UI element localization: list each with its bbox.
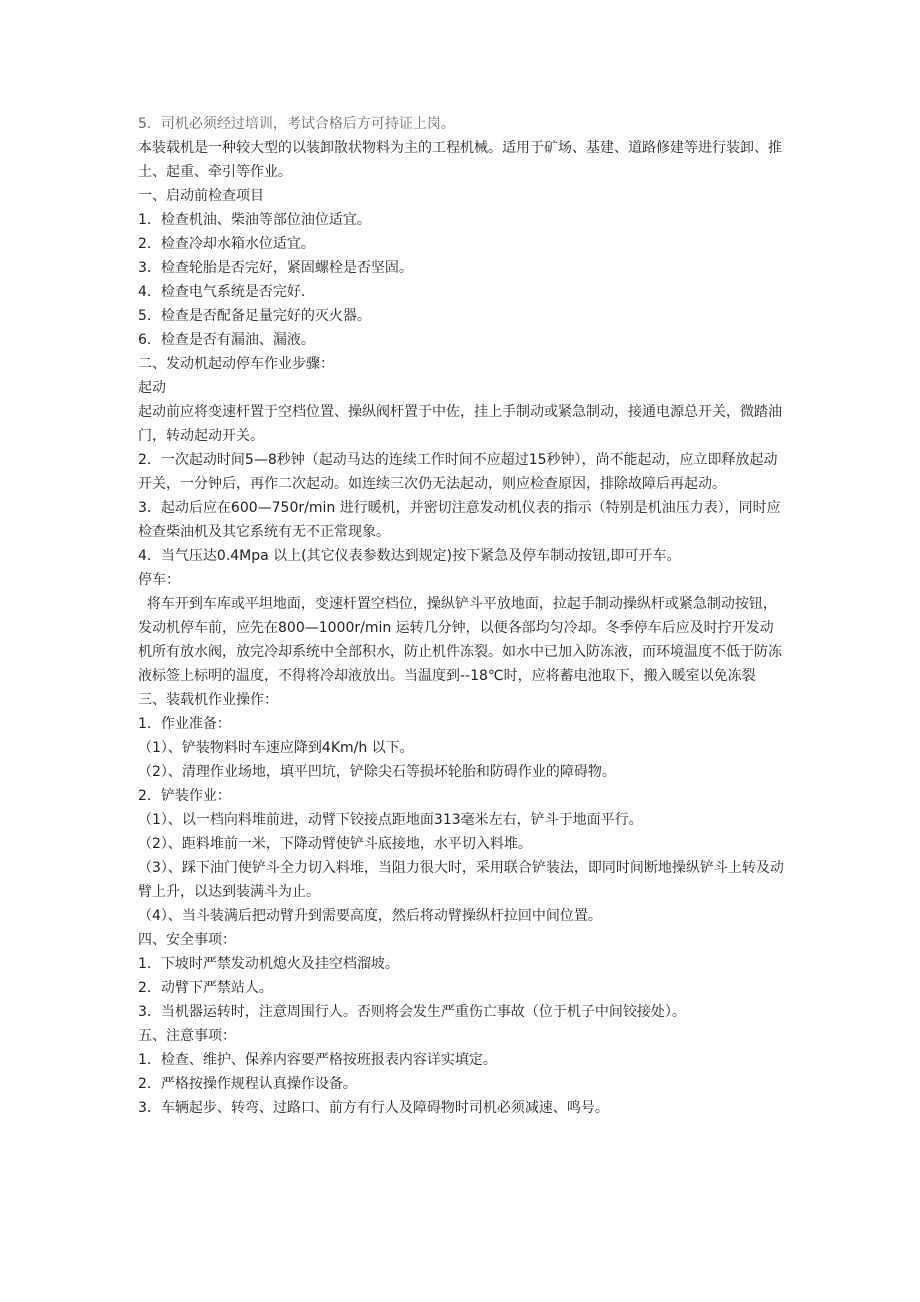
list-item: 2．检查冷却水箱水位适宜。 [138, 236, 315, 252]
list-item: （1）、铲装物料时车速应降到4Km/h 以下。 [138, 740, 414, 756]
list-item: 2．严格按操作规程认真操作设备。 [138, 1076, 357, 1092]
section-heading-2: 二、发动机起动停车作业步骤： [138, 356, 334, 372]
list-item: 6．检查是否有漏油、漏液。 [138, 332, 315, 348]
list-item: 2．动臂下严禁站人。 [138, 980, 273, 996]
start-paragraph: 起动前应将变速杆置于空档位置、操纵阀杆置于中佐，挂上手制动或紧急制动，接通电源总开关，微踏油门，转动起动开关。 [138, 404, 782, 444]
list-item: （4）、当斗装满后把动臂升到需要高度，然后将动臂操纵杆拉回中间位置。 [138, 908, 602, 924]
list-item: （2）、距料堆前一米，下降动臂使铲斗底接地，水平切入料堆。 [138, 836, 532, 852]
list-item: 1．检查、维护、保养内容要严格按班报表内容详实填定。 [138, 1052, 497, 1068]
list-item: 1．检查机油、柴油等部位油位适宜。 [138, 212, 371, 228]
training-requirement-line: 5．司机必须经过培训，考试合格后方可持证上岗。 [138, 116, 455, 132]
list-item: 1．作业准备： [138, 716, 231, 732]
stop-paragraph: 将车开到车库或平坦地面，变速杆置空档位，操纵铲斗平放地面，拉起手制动操纵杆或紧急制动按钮，发动机停车前，应先在800—1000r/min 运转几分钟，以便各部均匀冷却。冬季停车后应及时拧开发动机所有放水阀，放完冷却系统中全部积水，防止机件冻裂。如水中已加入防冻液，而环境温度不低于防冻液标签上标明的温度，不得将冷却液放出。当温度到--18℃时，应将蓄电池取下，搬入暖室以免冻裂 [138, 596, 782, 684]
list-item: 1．下坡时严禁发动机熄火及挂空档溜坡。 [138, 956, 399, 972]
list-item: 5．检查是否配备足量完好的灭火器。 [138, 308, 371, 324]
list-item: 3．起动后应在600—750r/min 进行暖机，并密切注意发动机仪表的指示（特别是机油压力表），同时应检查柴油机及其它系统有无不正常现象。 [138, 500, 781, 540]
list-item: 3．车辆起步、转弯、过路口、前方有行人及障碍物时司机必须减速、鸣号。 [138, 1100, 609, 1116]
list-item: （2）、清理作业场地，填平凹坑，铲除尖石等损坏轮胎和防碍作业的障碍物。 [138, 764, 616, 780]
list-item: 3．当机器运转时，注意周围行人。否则将会发生严重伤亡事故（位于机子中间铰接处）。 [138, 1004, 686, 1020]
subheading-start: 起动 [138, 380, 166, 396]
list-item: 4．当气压达0.4Mpa 以上(其它仪表参数达到规定)按下紧急及停车制动按钮,即可开车。 [138, 548, 681, 564]
list-item: 3．检查轮胎是否完好，紧固螺栓是否坚固。 [138, 260, 413, 276]
list-item: （1）、以一档向料堆前进，动臂下铰接点距地面313毫米左右，铲斗于地面平行。 [138, 812, 643, 828]
section-heading-5: 五、注意事项： [138, 1028, 236, 1044]
intro-paragraph: 本装载机是一种较大型的以装卸散状物料为主的工程机械。适用于矿场、基建、道路修建等进行装卸、推土、起重、牵引等作业。 [138, 140, 782, 180]
list-item: 4．检查电气系统是否完好. [138, 284, 306, 300]
section-heading-1: 一、启动前检查项目 [138, 188, 264, 204]
document-body [138, 112, 786, 1120]
subheading-stop: 停车： [138, 572, 180, 588]
list-item: （3）、踩下油门使铲斗全力切入料堆，当阻力很大时，采用联合铲装法，即同时间断地操纵铲斗上转及动臂上升，以达到装满斗为止。 [138, 860, 784, 900]
list-item: 2．铲装作业： [138, 788, 231, 804]
section-heading-4: 四、安全事项： [138, 932, 236, 948]
list-item: 2．一次起动时间5—8秒钟（起动马达的连续工作时间不应超过15秒钟），尚不能起动，应立即释放起动开关，一分钟后，再作二次起动。如连续三次仍无法起动，则应检查原因，排除故障后再起动。 [138, 452, 778, 492]
section-heading-3: 三、装载机作业操作： [138, 692, 278, 708]
